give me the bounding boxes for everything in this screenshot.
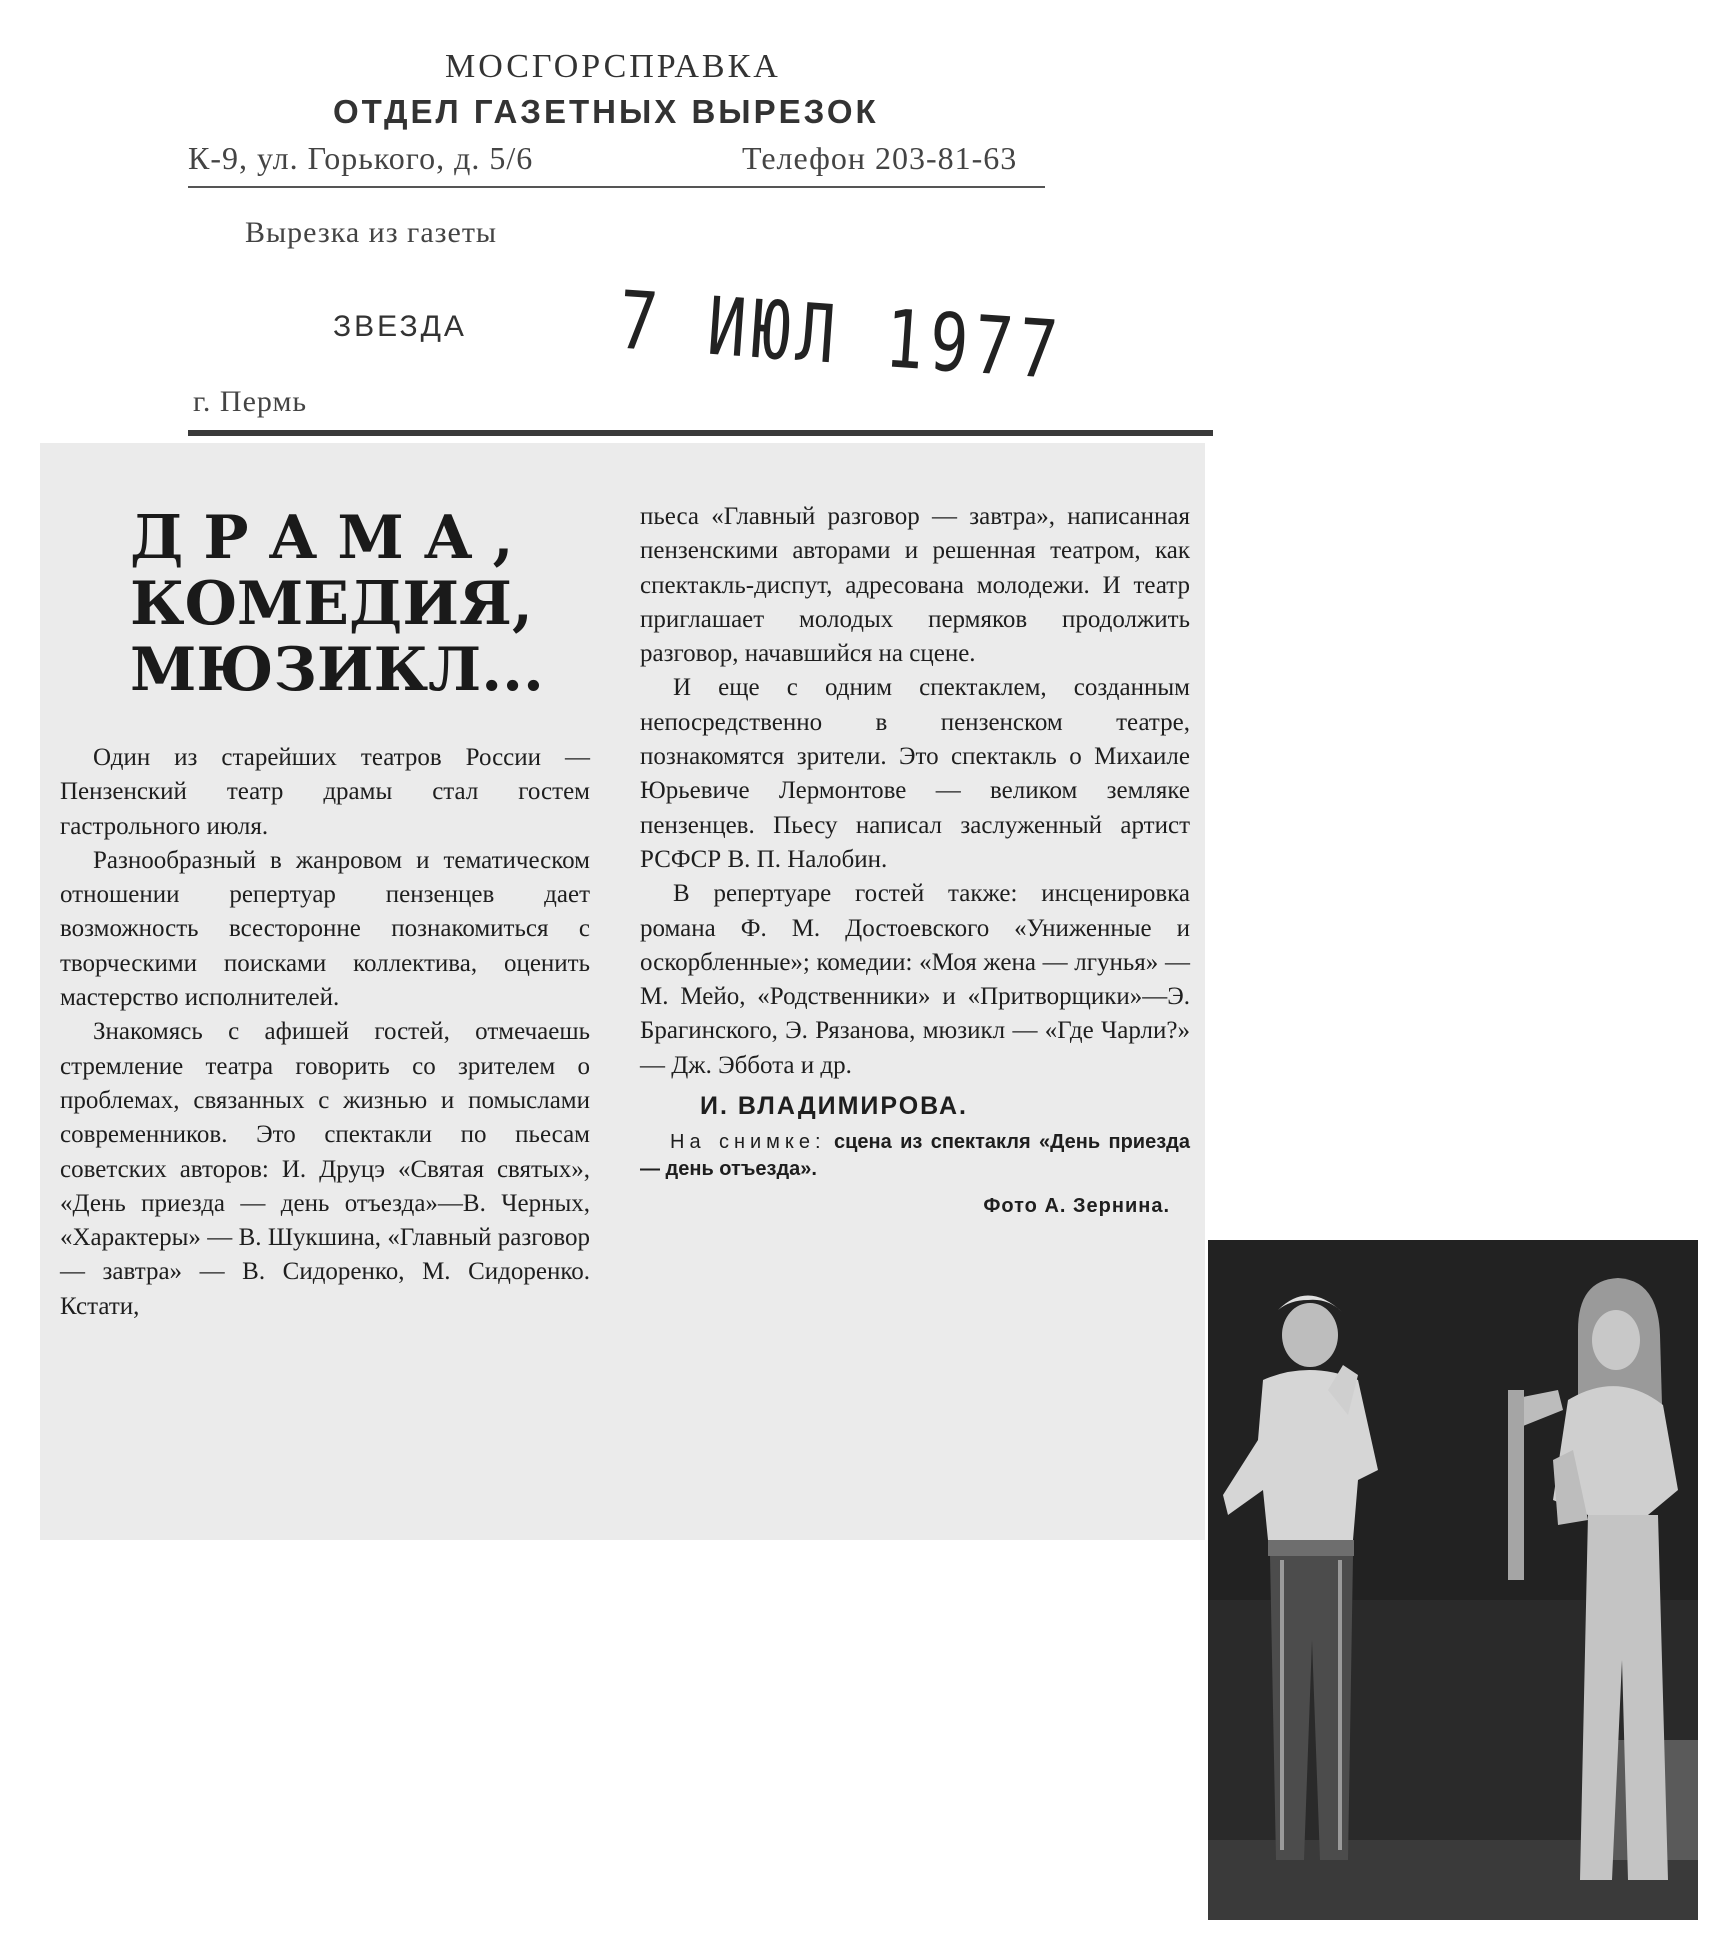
department-name: ОТДЕЛ ГАЗЕТНЫХ ВЫРЕЗОК <box>333 93 879 130</box>
city: г. Пермь <box>193 385 308 418</box>
title-line: ДРАМА, <box>130 503 534 573</box>
paragraph: Один из старейших театров России — Пензенский театр драмы стал гостем гастрольного июля. <box>60 744 590 840</box>
caption-text: сцена из спектакля «День приезда — день отъезда». <box>640 1131 1190 1181</box>
paragraph: Знакомясь с афишей гостей, отмечаешь стремление театра говорить со зрителем о проблемах, связанных с жизнью и помыслами современников. Это спектакли по пьесам советских авторов: И. Друцэ «Святая святых», «День приезда — день отъезда»—В. Черных, «Характеры» — В. Шукшина, «Главный разговор — завтра» — В. Сидоренко, М. Сидоренко. Кстати, <box>60 1018 590 1320</box>
newspaper-clipping <box>40 443 1205 1540</box>
clipping-top-divider <box>188 430 1213 436</box>
clipping-label: Вырезка из газеты <box>245 216 498 249</box>
title-line: МЮЗИКЛ... <box>130 635 544 705</box>
paragraph: пьеса «Главный разговор — завтра», написанная пензенскими авторами и решенная театром, как спектакль-диспут, адресована молодежи. И театр приглашает молодых пермяков продолжить разговор, начавшийся на сцене. <box>640 503 1190 668</box>
stage-photo <box>1208 1240 1698 1920</box>
paragraph: Разнообразный в жанровом и тематическом отношении репертуар пензенцев дает возможность всесторонне познакомиться с творческими поисками коллектива, оценить мастерство исполнителей. <box>60 846 590 1012</box>
title-line: КОМЕДИЯ, <box>130 569 533 639</box>
article-column-1 <box>60 741 590 1324</box>
photo-caption <box>640 1129 1190 1183</box>
newspaper-name: ЗВЕЗДА <box>333 310 467 343</box>
author-signature: И. ВЛАДИМИРОВА. <box>700 1092 968 1121</box>
date-stamp: 7 ИЮЛ 1977 <box>615 275 1067 399</box>
paragraph: И еще с одним спектаклем, созданным непосредственно в пензенском театре, познакомятся зрители. Это спектакль о Михаиле Юрьевиче Лермонтове — великом земляке пензенцев. Пьесу написал заслуженный артист РСФСР В. П. Налобин. <box>640 674 1190 873</box>
article-title <box>130 505 544 703</box>
organization-name: МОСГОРСПРАВКА <box>445 48 781 85</box>
photo-credit: Фото А. Зернина. <box>983 1195 1170 1218</box>
article-column-2 <box>640 500 1190 1224</box>
address: К-9, ул. Горького, д. 5/6 <box>188 140 534 176</box>
phone: Телефон 203-81-63 <box>742 140 1018 176</box>
paragraph: В репертуаре гостей также: инсценировка романа Ф. М. Достоевского «Униженные и оскорбленные»; комедии: «Моя жена — лгунья» — М. Мейо, «Родственники» и «Притворщики»—Э. Брагинского, Э. Рязанова, мюзикл — «Где Чарли?» — Дж. Эббота и др. <box>640 880 1190 1079</box>
caption-lead: На снимке: <box>670 1131 826 1154</box>
header-divider <box>188 186 1045 188</box>
